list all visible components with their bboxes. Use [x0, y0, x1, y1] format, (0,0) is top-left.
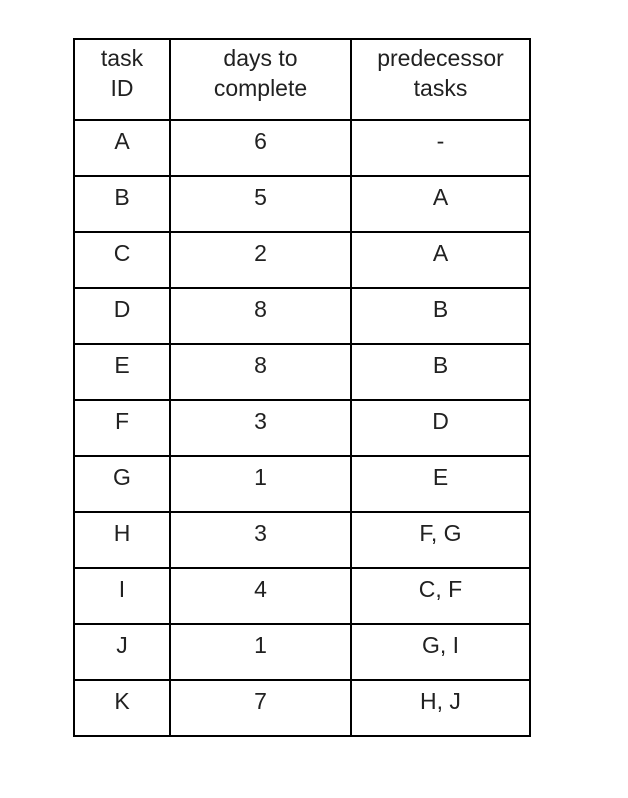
- header-line: days to: [223, 45, 298, 71]
- table-row: [74, 456, 530, 512]
- predecessors-cell: H, J: [351, 680, 530, 736]
- table-row: [74, 344, 530, 400]
- column-header-predecessors: [351, 39, 530, 120]
- task-id-cell: D: [74, 288, 170, 344]
- table-row: [74, 176, 530, 232]
- table-row: [74, 232, 530, 288]
- table-row: [74, 512, 530, 568]
- table-row: [74, 288, 530, 344]
- days-cell: 5: [170, 176, 351, 232]
- header-line: complete: [213, 75, 308, 101]
- header-row: [74, 39, 530, 120]
- task-id-cell: F: [74, 400, 170, 456]
- days-cell: 8: [170, 344, 351, 400]
- task-id-cell: B: [74, 176, 170, 232]
- days-cell: 1: [170, 456, 351, 512]
- task-id-cell: K: [74, 680, 170, 736]
- task-schedule-table: [73, 38, 531, 737]
- days-cell: 6: [170, 120, 351, 176]
- predecessors-cell: B: [351, 288, 530, 344]
- task-id-cell: E: [74, 344, 170, 400]
- days-cell: 4: [170, 568, 351, 624]
- predecessors-cell: -: [351, 120, 530, 176]
- predecessors-cell: D: [351, 400, 530, 456]
- days-cell: 3: [170, 512, 351, 568]
- table-row: [74, 680, 530, 736]
- table-row: [74, 400, 530, 456]
- table-row: [74, 568, 530, 624]
- header-line: task: [100, 45, 144, 71]
- predecessors-cell: A: [351, 232, 530, 288]
- header-line: tasks: [413, 75, 468, 101]
- column-header-days: [170, 39, 351, 120]
- table-row: [74, 624, 530, 680]
- days-cell: 3: [170, 400, 351, 456]
- column-header-task-id: [74, 39, 170, 120]
- days-cell: 8: [170, 288, 351, 344]
- days-cell: 1: [170, 624, 351, 680]
- header-line: predecessor: [377, 45, 504, 71]
- task-id-cell: I: [74, 568, 170, 624]
- task-id-cell: C: [74, 232, 170, 288]
- days-cell: 7: [170, 680, 351, 736]
- task-id-cell: A: [74, 120, 170, 176]
- predecessors-cell: G, I: [351, 624, 530, 680]
- predecessors-cell: A: [351, 176, 530, 232]
- predecessors-cell: E: [351, 456, 530, 512]
- predecessors-cell: B: [351, 344, 530, 400]
- task-id-cell: H: [74, 512, 170, 568]
- predecessors-cell: F, G: [351, 512, 530, 568]
- task-id-cell: J: [74, 624, 170, 680]
- days-cell: 2: [170, 232, 351, 288]
- task-id-cell: G: [74, 456, 170, 512]
- header-line: ID: [110, 75, 134, 101]
- table-row: [74, 120, 530, 176]
- predecessors-cell: C, F: [351, 568, 530, 624]
